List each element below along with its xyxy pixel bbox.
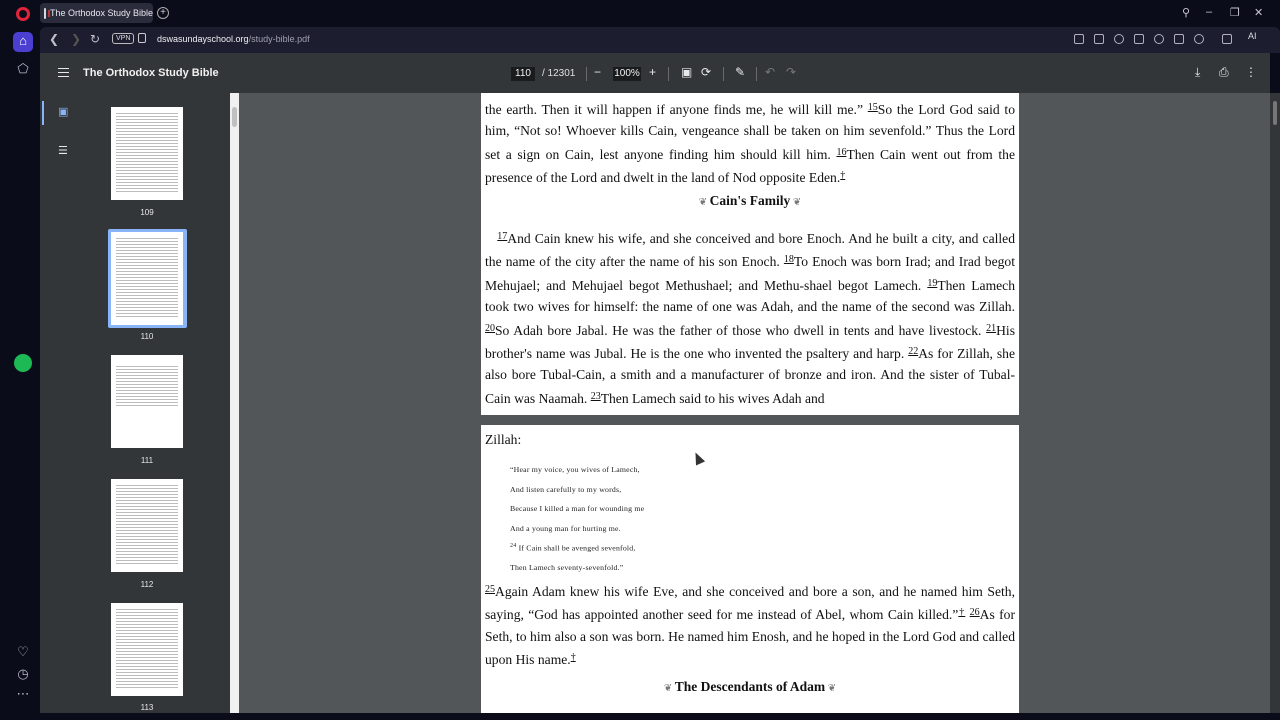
page-total: / 12301 bbox=[542, 68, 576, 79]
undo-icon[interactable]: ↶ bbox=[765, 65, 776, 79]
edit-icon[interactable] bbox=[1074, 34, 1084, 44]
active-tab-indicator bbox=[42, 101, 44, 125]
sidebar-tabs bbox=[40, 93, 86, 713]
poem-line: And listen carefully to my words, bbox=[510, 485, 622, 494]
poem-line: Because I killed a man for wounding me bbox=[510, 504, 645, 513]
toolbar-divider bbox=[586, 67, 587, 81]
minimize-icon[interactable]: – bbox=[1206, 6, 1213, 18]
section-heading: ❦ Cain's Family ❦ bbox=[698, 193, 802, 208]
reload-icon[interactable]: ↻ bbox=[90, 32, 101, 46]
close-icon[interactable]: ✕ bbox=[1254, 7, 1264, 19]
verse-paragraph: $^{25}$Again Adam knew his wife Eve, and she conceived and bore a son, and he named him Seth, saying, “God has appointed another seed for me instead of Abel, whom Cain killed.”† $^{26}$As for Seth, to him also a son was born. He named him Enosh, and he hoped in the Lord God and called upon His name.† bbox=[485, 584, 1016, 668]
thumbnail-page[interactable] bbox=[111, 479, 183, 572]
opera-sidebar bbox=[0, 27, 40, 720]
easy-setup-icon[interactable] bbox=[1174, 34, 1184, 44]
fit-page-icon[interactable]: ▣ bbox=[681, 65, 693, 79]
thumbnail-page[interactable] bbox=[111, 107, 183, 200]
thumbnails-icon[interactable]: ▣ bbox=[58, 106, 69, 118]
url-field[interactable] bbox=[157, 34, 310, 44]
restore-icon[interactable]: ❐ bbox=[1230, 7, 1240, 19]
thumbnail-label: 112 bbox=[140, 580, 154, 589]
history-icon[interactable]: ◷ bbox=[17, 666, 29, 681]
verse-paragraph: the earth. Then it will happen if anyone finds me, he will kill me.” $^{15}$So the Lord God said to him, “Not so! Whoever kills Cain, vengeance shall be taken on him sevenfold.” Thus the Lord set a sign on Cain, lest anyone finding him should kill him. $^{16}$Then Cain went out from the presence of the Lord and dwelt in the land of Nod opposite Eden.† bbox=[485, 102, 1016, 186]
play-icon[interactable] bbox=[1134, 34, 1144, 44]
poem-line: “Hear my voice, you wives of Lamech, bbox=[510, 465, 640, 474]
poem-line: $^{24}$ If Cain shall be avenged sevenfold, bbox=[510, 543, 636, 553]
vpn-badge[interactable]: VPN bbox=[112, 33, 134, 44]
verse-paragraph: Zillah: bbox=[485, 432, 522, 447]
url-domain: dswasundayschool.org bbox=[157, 34, 249, 44]
thumbnail-label: 113 bbox=[140, 703, 154, 712]
thumbnail-page[interactable] bbox=[111, 355, 183, 448]
page-number-input[interactable]: 110 bbox=[511, 67, 535, 81]
extensions-icon[interactable] bbox=[1222, 34, 1232, 44]
thumbnail-page[interactable] bbox=[111, 603, 183, 696]
document-title: The Orthodox Study Bible bbox=[83, 67, 219, 79]
pdf-page bbox=[481, 425, 1019, 713]
annotate-icon[interactable]: ✎ bbox=[735, 65, 746, 79]
poem-line: And a young man for hurting me. bbox=[510, 524, 621, 533]
verse-paragraph: $^{17}$And Cain knew his wife, and she conceived and bore Enoch. And he built a city, and called the name of the city after the name of his son Enoch. $^{18}$To Enoch was born Irad; and Irad begot Mehujael; and Mehujael begot Methushael; and Methu-shael begot Lamech. $^{19}$Then Lamech took two wives for himself: the name of one was Adah, and the name of the second was Zillah. $^{20}$So Adah bore Jabal. He was the father of those who dwell in tents and have livestock. $^{21}$His brother's name was Jubal. He is the one who invented the psaltery and harp. $^{22}$As for Zillah, she also bore Tubal-Cain, a smith and a manufacturer of bronze and iron. And the sister of Tubal-Cain was Naamah. $^{23}$Then Lamech said to his wives Adah and bbox=[485, 231, 1016, 406]
more-options-icon[interactable]: ⋮ bbox=[1245, 65, 1257, 79]
section-heading: ❦ The Descendants of Adam ❦ bbox=[663, 679, 837, 694]
ai-button[interactable]: AI bbox=[1248, 31, 1257, 41]
thumbnail-label: 109 bbox=[140, 208, 154, 217]
pdf-viewer[interactable] bbox=[239, 93, 1270, 713]
thumbnail-label: 111 bbox=[140, 456, 154, 465]
thumbnail-list bbox=[86, 93, 231, 713]
thumbnail-label: 110 bbox=[140, 332, 154, 341]
thumbnail-panel bbox=[40, 93, 239, 713]
new-tab-button[interactable]: + bbox=[157, 7, 169, 19]
rotate-icon[interactable]: ⟳ bbox=[701, 65, 712, 79]
pdf-page bbox=[481, 93, 1019, 415]
thumbnail-scrollbar[interactable] bbox=[230, 93, 239, 713]
pdf-toolbar bbox=[40, 53, 1270, 93]
profile-icon[interactable] bbox=[1194, 34, 1204, 44]
tab-title: The Orthodox Study Bible bbox=[49, 8, 153, 18]
shield-icon[interactable] bbox=[1114, 34, 1124, 44]
tab-bar bbox=[0, 0, 1280, 27]
sidebar-menu-icon[interactable] bbox=[58, 68, 69, 77]
toolbar-divider bbox=[668, 67, 669, 81]
more-icon[interactable]: ⋯ bbox=[16, 686, 30, 701]
forward-icon[interactable]: ❯ bbox=[71, 32, 82, 46]
viewer-scrollbar[interactable] bbox=[1270, 93, 1280, 713]
opera-logo-icon[interactable] bbox=[16, 7, 30, 21]
address-bar bbox=[40, 27, 1280, 53]
search-tabs-icon[interactable]: ⚲ bbox=[1182, 7, 1191, 19]
lock-icon[interactable] bbox=[138, 33, 146, 43]
toolbar-divider bbox=[723, 67, 724, 81]
heart-icon[interactable]: ♡ bbox=[17, 644, 29, 659]
camera-icon[interactable] bbox=[1094, 34, 1104, 44]
poem-line: Then Lamech seventy-sevenfold.” bbox=[510, 563, 624, 572]
zoom-in-icon[interactable]: + bbox=[649, 65, 657, 79]
zoom-out-icon[interactable]: − bbox=[594, 65, 602, 79]
redo-icon[interactable]: ↷ bbox=[786, 65, 797, 79]
back-icon[interactable]: ❮ bbox=[49, 32, 60, 46]
home-icon[interactable]: ⌂ bbox=[13, 32, 33, 52]
download-icon[interactable]: ⤓ bbox=[1195, 65, 1201, 79]
url-path: /study-bible.pdf bbox=[248, 34, 310, 44]
zoom-input[interactable]: 100% bbox=[614, 68, 640, 79]
outline-icon[interactable]: ☰ bbox=[58, 145, 68, 157]
favorites-icon[interactable] bbox=[1154, 34, 1164, 44]
browser-tab[interactable] bbox=[40, 3, 153, 23]
spotify-icon[interactable] bbox=[14, 354, 32, 372]
print-icon[interactable]: ⎙ bbox=[1219, 65, 1229, 79]
toolbar-divider bbox=[756, 67, 757, 81]
thumbnail-page[interactable] bbox=[111, 232, 183, 325]
bible-favicon-icon bbox=[44, 8, 46, 19]
pinboard-icon[interactable]: ⬠ bbox=[17, 61, 29, 76]
